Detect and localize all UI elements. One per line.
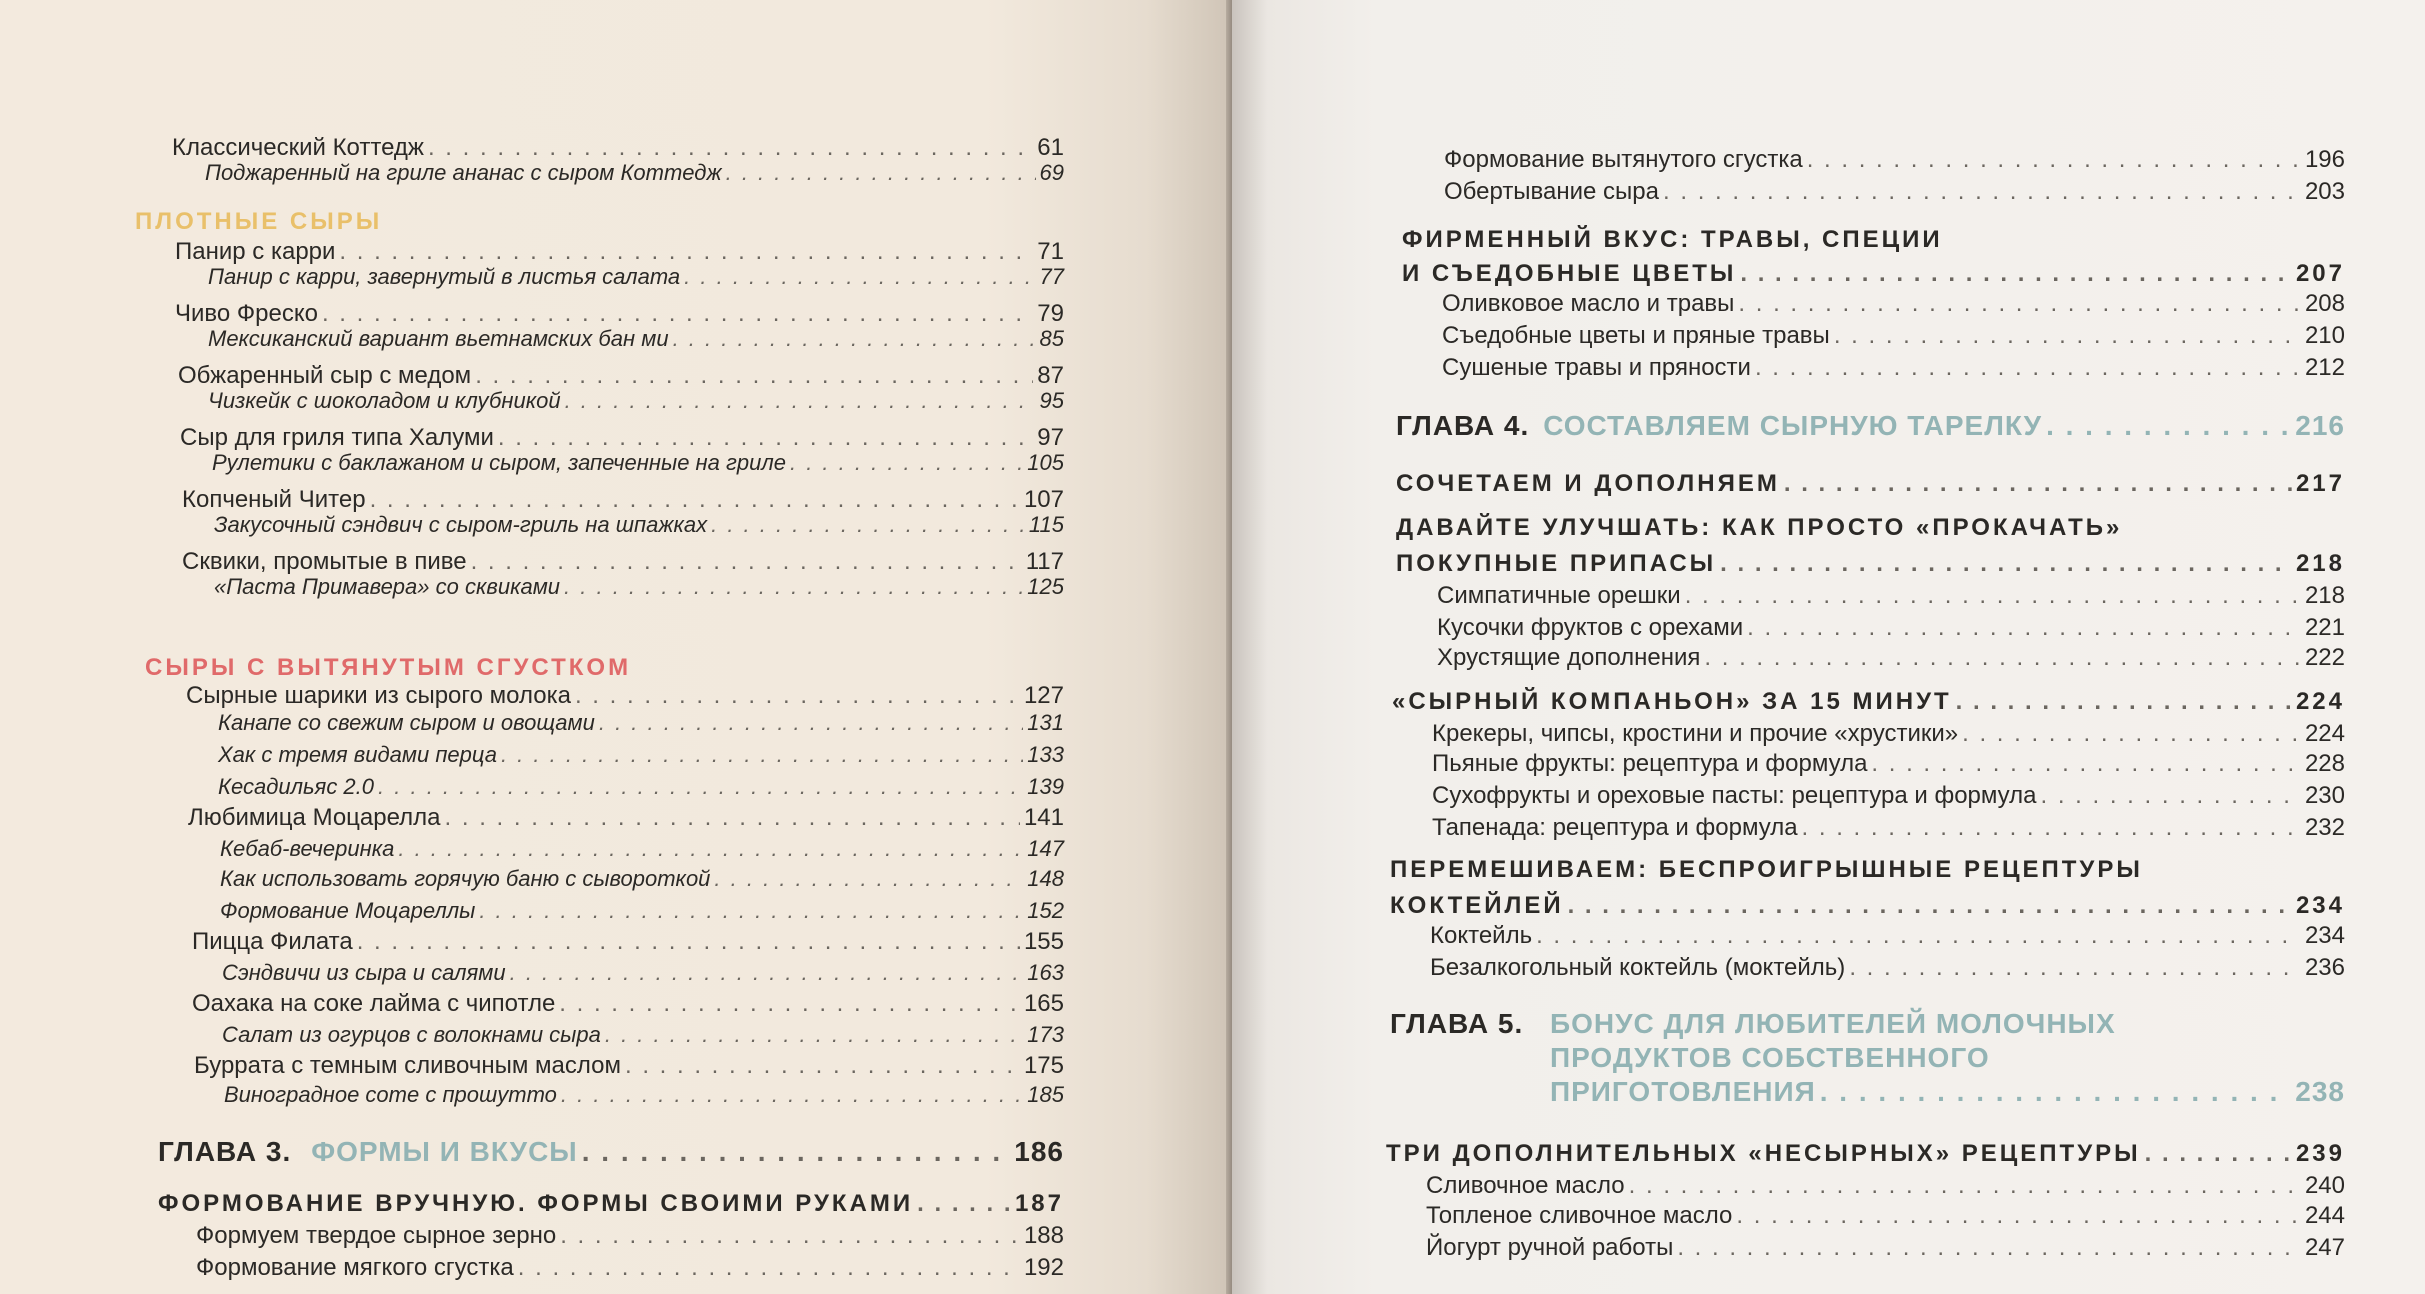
toc-entry: Пьяные фрукты: рецептура и формула . . . 228 [1432,752,2345,776]
toc-entry: Как использовать горячую баню с сывороткой . . . 148 [220,868,1064,890]
toc-entry: Съедобные цветы и пряные травы . . . 210 [1442,324,2345,348]
right-page [1232,0,2425,1294]
toc-entry: Сыр для гриля типа Халуми . . . 97 [180,426,1064,450]
toc-entry: Поджаренный на гриле ананас с сыром Коттедж . . . 69 [205,162,1064,184]
toc-heading: СОЧЕТАЕМ И ДОПОЛНЯЕМ . . . 217 [1396,472,2345,496]
toc-entry: Сквики, промытые в пиве . . . 117 [182,550,1064,574]
toc-entry: Обертывание сыра . . . 203 [1444,180,2345,204]
toc-heading: ТРИ ДОПОЛНИТЕЛЬНЫХ «НЕСЫРНЫХ» РЕЦЕПТУРЫ . . . 239 [1386,1142,2345,1166]
toc-entry: Виноградное соте с прошутто . . . 185 [224,1084,1064,1106]
toc-entry: Копченый Читер . . . 107 [182,488,1064,512]
toc-entry: Рулетики с баклажаном и сыром, запеченные на гриле . . . 105 [212,452,1064,474]
toc-entry: Коктейль . . . 234 [1430,924,2345,948]
toc-entry: Обжаренный сыр с медом . . . 87 [178,364,1064,388]
section-title-stretched-curd: СЫРЫ С ВЫТЯНУТЫМ СГУСТКОМ [145,654,632,681]
toc-entry: Тапенада: рецептура и формула . . . 232 [1432,816,2345,840]
chapter-4-heading: ГЛАВА 4. СОСТАВЛЯЕМ СЫРНУЮ ТАРЕЛКУ . . . 216 [1396,412,2345,440]
toc-entry: Чиво Фреско . . . 79 [175,302,1064,326]
toc-entry: Сэндвичи из сыра и салями . . . 163 [222,962,1064,984]
toc-entry: Формование мягкого сгустка . . . 192 [196,1256,1064,1280]
toc-entry: Кебаб-вечеринка . . . 147 [220,838,1064,860]
toc-entry: Классический Коттедж . . . 61 [172,136,1064,160]
toc-entry: Буррата с темным сливочным маслом . . . 175 [194,1054,1064,1078]
chapter-3-heading: ГЛАВА 3. ФОРМЫ И ВКУСЫ . . . 186 [158,1138,1064,1166]
toc-entry: Мексиканский вариант вьетнамских бан ми . . . 85 [208,328,1064,350]
toc-entry: Панир с карри . . . 71 [175,240,1064,264]
chapter-5-title-line1: БОНУС ДЛЯ ЛЮБИТЕЛЕЙ МОЛОЧНЫХ [1550,1008,2116,1039]
toc-entry: Закусочный сэндвич с сыром-гриль на шпажках . . . 115 [214,514,1064,536]
toc-entry: Оливковое масло и травы . . . 208 [1442,292,2345,316]
toc-entry: Оахака на соке лайма с чипотле . . . 165 [192,992,1064,1016]
toc-entry: Симпатичные орешки . . . 218 [1437,584,2345,608]
toc-entry: Йогурт ручной работы . . . 247 [1426,1236,2345,1260]
toc-entry: Хак с тремя видами перца . . . 133 [218,744,1064,766]
chapter-5-label: ГЛАВА 5. [1390,1008,1524,1039]
toc-entry: Чизкейк с шоколадом и клубникой . . . 95 [208,390,1064,412]
toc-heading-line1: ПЕРЕМЕШИВАЕМ: БЕСПРОИГРЫШНЫЕ РЕЦЕПТУРЫ [1390,856,2143,883]
toc-heading: ПОКУПНЫЕ ПРИПАСЫ . . . 218 [1396,552,2345,576]
toc-entry: Салат из огурцов с волокнами сыра . . . 173 [222,1024,1064,1046]
toc-entry: Формуем твердое сырное зерно . . . 188 [196,1224,1064,1248]
toc-entry: Крекеры, чипсы, кростини и прочие «хрустики» . . . 224 [1432,722,2345,746]
toc-entry: Сливочное масло . . . 240 [1426,1174,2345,1198]
toc-entry: Безалкогольный коктейль (моктейль) . . . 236 [1430,956,2345,980]
toc-entry: Любимица Моцарелла . . . 141 [188,806,1064,830]
toc-entry: Панир с карри, завернутый в листья салата . . . 77 [208,266,1064,288]
toc-entry: Кесадильяс 2.0 . . . 139 [218,776,1064,798]
toc-entry: Канапе со свежим сыром и овощами . . . 131 [218,712,1064,734]
toc-heading: КОКТЕЙЛЕЙ . . . 234 [1390,894,2345,918]
toc-entry: Хрустящие дополнения . . . 222 [1437,646,2345,670]
chapter-5-title-line3: ПРИГОТОВЛЕНИЯ . . . 238 [1550,1078,2345,1106]
toc-entry: Формование Моцареллы . . . 152 [220,900,1064,922]
toc-heading: ФОРМОВАНИЕ ВРУЧНУЮ. ФОРМЫ СВОИМИ РУКАМИ . . . 187 [158,1192,1064,1216]
toc-entry: Сухофрукты и ореховые пасты: рецептура и формула . . . 230 [1432,784,2345,808]
toc-heading: И СЪЕДОБНЫЕ ЦВЕТЫ . . . 207 [1402,262,2345,286]
toc-entry: Топленое сливочное масло . . . 244 [1426,1204,2345,1228]
toc-entry: Формование вытянутого сгустка . . . 196 [1444,148,2345,172]
section-title-hard-cheeses: ПЛОТНЫЕ СЫРЫ [135,208,383,235]
toc-entry: Пицца Филата . . . 155 [192,930,1064,954]
toc-entry: Сушеные травы и пряности . . . 212 [1442,356,2345,380]
toc-entry: «Паста Примавера» со сквиками . . . 125 [214,576,1064,598]
toc-heading-line1: ДАВАЙТЕ УЛУЧШАТЬ: КАК ПРОСТО «ПРОКАЧАТЬ» [1396,514,2123,541]
chapter-5-title-line2: ПРОДУКТОВ СОБСТВЕННОГО [1550,1042,1990,1073]
toc-heading: «СЫРНЫЙ КОМПАНЬОН» ЗА 15 МИНУТ . . . 224 [1392,690,2345,714]
toc-entry: Кусочки фруктов с орехами . . . 221 [1437,616,2345,640]
toc-entry: Сырные шарики из сырого молока . . . 127 [186,684,1064,708]
toc-heading-line1: ФИРМЕННЫЙ ВКУС: ТРАВЫ, СПЕЦИИ [1402,226,1943,253]
